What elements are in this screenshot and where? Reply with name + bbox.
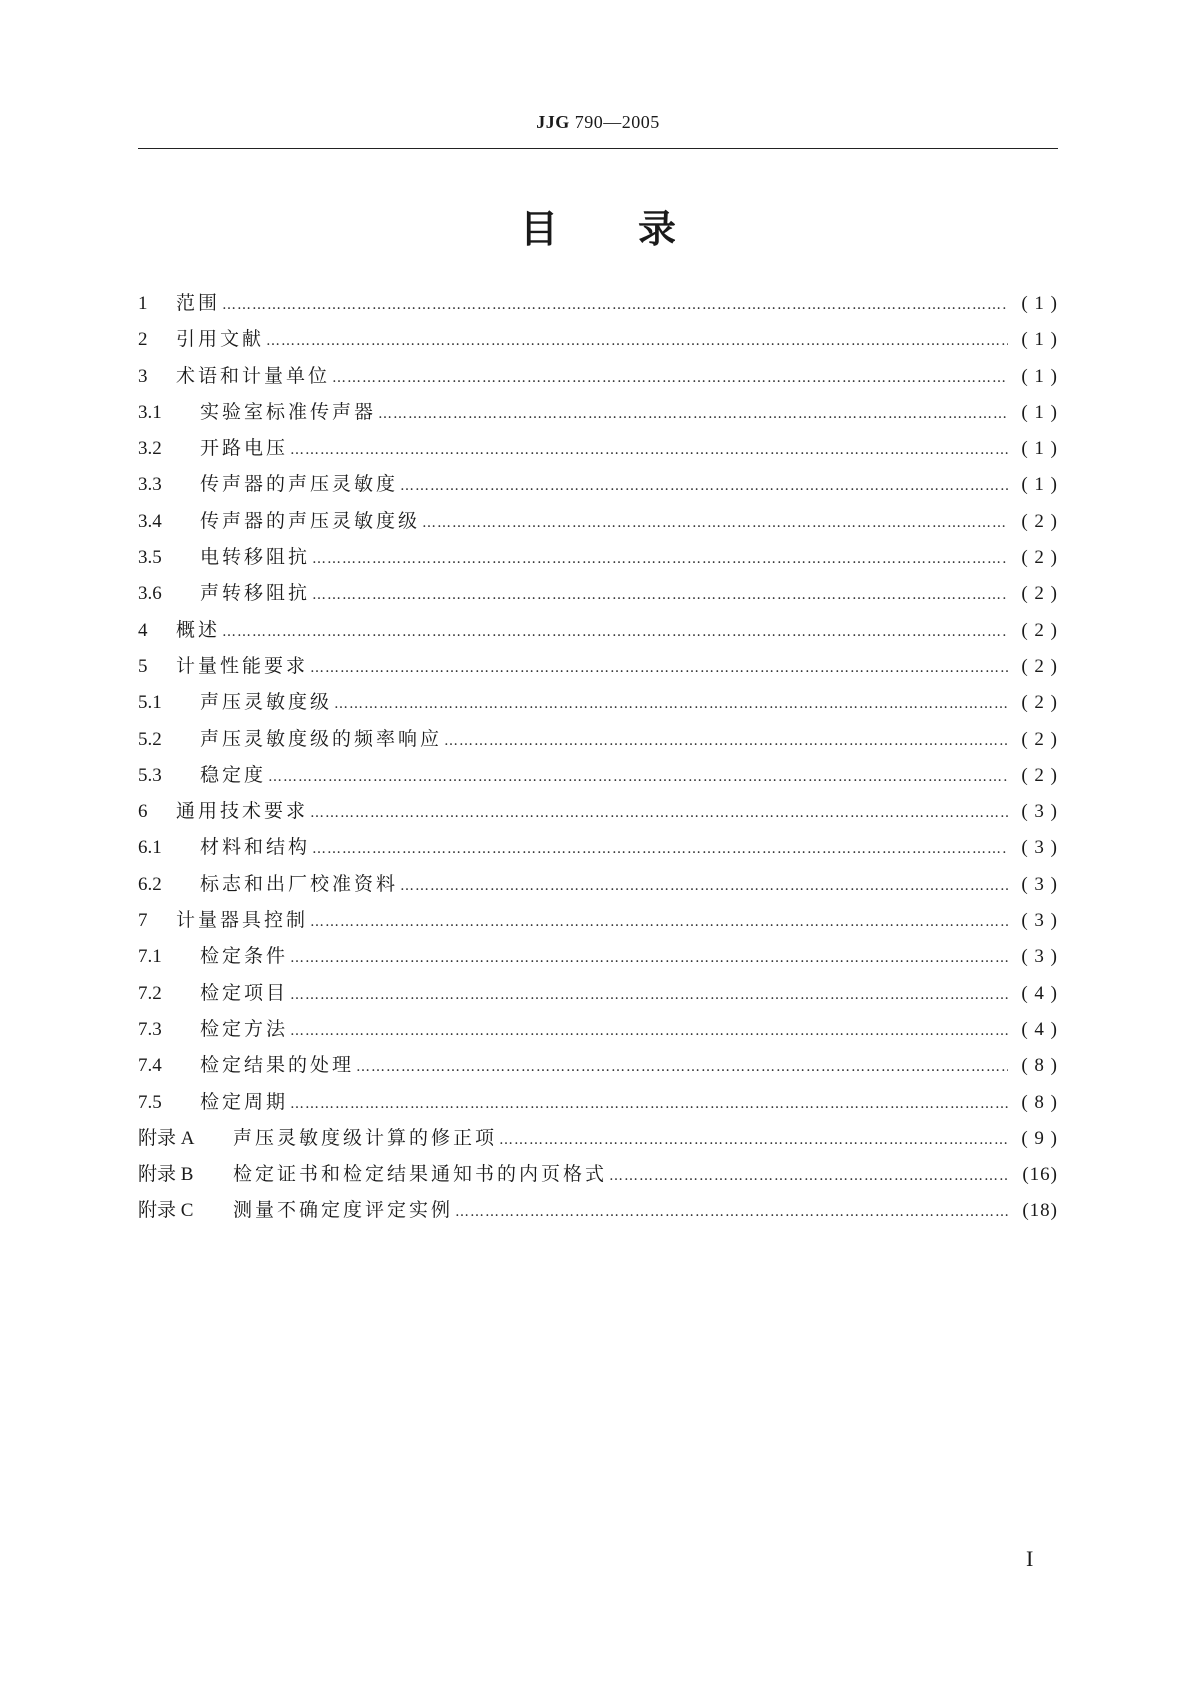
toc-entry-label: 通用技术要求 xyxy=(176,800,309,823)
table-of-contents xyxy=(138,288,1058,1232)
toc-entry[interactable] xyxy=(138,1123,1058,1159)
toc-entry-number: 5.3 xyxy=(138,764,162,786)
toc-entry-number: 附录 A xyxy=(138,1127,195,1149)
toc-entry[interactable] xyxy=(138,397,1058,433)
toc-entry-label: 标志和出厂校准资料 xyxy=(200,872,399,895)
toc-leader-dots xyxy=(499,1132,1008,1148)
toc-entry[interactable] xyxy=(138,760,1058,796)
toc-entry-number: 6.1 xyxy=(138,837,162,859)
toc-leader-dots xyxy=(290,950,1008,966)
toc-entry-page: ( 2 ) xyxy=(1021,547,1058,569)
toc-leader-dots xyxy=(356,1059,1008,1075)
toc-entry-page: ( 2 ) xyxy=(1021,692,1058,714)
toc-leader-dots xyxy=(378,406,1008,422)
toc-entry-label: 传声器的声压灵敏度 xyxy=(200,473,399,496)
toc-entry-label: 计量性能要求 xyxy=(176,654,309,677)
toc-entry[interactable] xyxy=(138,869,1058,905)
toc-entry[interactable] xyxy=(138,687,1058,723)
toc-entry-page: ( 3 ) xyxy=(1021,801,1058,823)
toc-entry-number: 附录 B xyxy=(138,1164,194,1186)
toc-entry[interactable] xyxy=(138,288,1058,324)
toc-entry-label: 检定证书和检定结果通知书的内页格式 xyxy=(233,1163,608,1186)
toc-entry-page: ( 3 ) xyxy=(1021,873,1058,895)
toc-entry-number: 3.3 xyxy=(138,474,162,496)
toc-entry-page: ( 2 ) xyxy=(1021,764,1058,786)
toc-entry-page: ( 3 ) xyxy=(1021,946,1058,968)
toc-entry[interactable] xyxy=(138,1050,1058,1086)
toc-entry[interactable] xyxy=(138,1087,1058,1123)
toc-entry-number: 附录 C xyxy=(138,1200,194,1222)
toc-entry-label: 稳定度 xyxy=(200,763,267,786)
toc-entry-number: 4 xyxy=(138,619,148,641)
toc-entry-number: 1 xyxy=(138,293,148,314)
toc-entry-label: 检定结果的处理 xyxy=(200,1054,355,1077)
toc-entry-page: ( 8 ) xyxy=(1021,1055,1058,1077)
toc-entry-label: 实验室标准传声器 xyxy=(200,400,377,423)
toc-leader-dots xyxy=(312,841,1008,857)
toc-entry-number: 3.2 xyxy=(138,438,162,460)
toc-leader-dots xyxy=(268,769,1008,785)
toc-entry-number: 7.2 xyxy=(138,982,162,1004)
toc-entry[interactable] xyxy=(138,1159,1058,1195)
toc-entry[interactable] xyxy=(138,941,1058,977)
toc-entry-page: ( 2 ) xyxy=(1021,510,1058,532)
toc-leader-dots xyxy=(290,987,1008,1003)
toc-leader-dots xyxy=(310,805,1008,821)
toc-entry-number: 7 xyxy=(138,910,148,932)
header-divider xyxy=(138,148,1058,149)
toc-entry[interactable] xyxy=(138,469,1058,505)
toc-entry-number: 6.2 xyxy=(138,873,162,895)
toc-entry-page: ( 1 ) xyxy=(1021,329,1058,351)
toc-leader-dots xyxy=(290,442,1008,458)
toc-leader-dots xyxy=(222,624,1008,640)
document-header xyxy=(138,112,1058,133)
toc-entry-number: 3.1 xyxy=(138,401,162,423)
toc-entry-page: ( 4 ) xyxy=(1021,982,1058,1004)
toc-entry-page: ( 1 ) xyxy=(1021,401,1058,423)
toc-entry[interactable] xyxy=(138,832,1058,868)
toc-leader-dots xyxy=(400,878,1008,894)
toc-leader-dots xyxy=(400,478,1008,494)
toc-entry-page: ( 1 ) xyxy=(1021,438,1058,460)
toc-entry-label: 计量器具控制 xyxy=(176,909,309,932)
toc-entry-number: 6 xyxy=(138,801,148,823)
toc-entry[interactable] xyxy=(138,651,1058,687)
toc-entry[interactable] xyxy=(138,542,1058,578)
toc-entry-label: 检定项目 xyxy=(200,981,289,1004)
page-title: 目录 xyxy=(519,207,756,251)
toc-entry-label: 声转移阻抗 xyxy=(200,582,311,605)
toc-entry-page: ( 2 ) xyxy=(1021,619,1058,641)
toc-leader-dots xyxy=(290,1023,1008,1039)
toc-leader-dots xyxy=(310,660,1008,676)
toc-entry-label: 引用文献 xyxy=(176,328,265,351)
toc-entry-page: ( 3 ) xyxy=(1021,910,1058,932)
toc-entry-number: 3.5 xyxy=(138,547,162,569)
toc-entry[interactable] xyxy=(138,1014,1058,1050)
toc-leader-dots xyxy=(312,551,1008,567)
toc-entry-number: 3.4 xyxy=(138,510,162,532)
toc-entry-number: 7.5 xyxy=(138,1091,162,1113)
toc-entry[interactable] xyxy=(138,433,1058,469)
toc-entry-page: (16) xyxy=(1022,1164,1058,1186)
toc-entry[interactable] xyxy=(138,796,1058,832)
toc-entry[interactable] xyxy=(138,905,1058,941)
toc-entry[interactable] xyxy=(138,978,1058,1014)
toc-entry-page: ( 8 ) xyxy=(1021,1091,1058,1113)
toc-leader-dots xyxy=(609,1168,1008,1184)
toc-entry-number: 7.4 xyxy=(138,1055,162,1077)
toc-entry[interactable] xyxy=(138,506,1058,542)
toc-entry-label: 检定方法 xyxy=(200,1017,289,1040)
toc-entry[interactable] xyxy=(138,361,1058,397)
toc-entry-page: ( 2 ) xyxy=(1021,583,1058,605)
toc-entry-page: ( 2 ) xyxy=(1021,655,1058,677)
toc-entry-label: 声压灵敏度级计算的修正项 xyxy=(233,1126,498,1149)
toc-leader-dots xyxy=(334,696,1008,712)
toc-entry-label: 开路电压 xyxy=(200,437,289,460)
toc-entry-label: 概述 xyxy=(176,618,221,641)
toc-leader-dots xyxy=(290,1096,1008,1112)
toc-entry-page: ( 1 ) xyxy=(1021,474,1058,496)
page-number: I xyxy=(1026,1546,1034,1571)
toc-entry-label: 材料和结构 xyxy=(200,836,311,859)
toc-leader-dots xyxy=(455,1204,1008,1220)
toc-leader-dots xyxy=(332,370,1008,386)
toc-leader-dots xyxy=(266,333,1008,349)
toc-leader-dots xyxy=(312,587,1008,603)
toc-entry-page: ( 4 ) xyxy=(1021,1018,1058,1040)
toc-entry[interactable] xyxy=(138,578,1058,614)
toc-entry-number: 3.6 xyxy=(138,583,162,605)
toc-entry-label: 范围 xyxy=(176,292,221,314)
toc-leader-dots xyxy=(222,297,1008,313)
toc-entry-label: 检定条件 xyxy=(200,945,289,968)
toc-entry-page: (18) xyxy=(1022,1200,1058,1222)
toc-entry[interactable] xyxy=(138,1195,1058,1231)
toc-entry-number: 7.1 xyxy=(138,946,162,968)
toc-leader-dots xyxy=(444,733,1008,749)
toc-entry-number: 5.2 xyxy=(138,728,162,750)
toc-leader-dots xyxy=(422,515,1008,531)
toc-entry-number: 5 xyxy=(138,655,148,677)
toc-leader-dots xyxy=(310,914,1008,930)
toc-entry-number: 7.3 xyxy=(138,1018,162,1040)
standard-code: JJG xyxy=(536,112,570,132)
toc-entry-number: 3 xyxy=(138,365,148,387)
toc-entry-number: 5.1 xyxy=(138,692,162,714)
toc-entry-label: 检定周期 xyxy=(200,1090,289,1113)
toc-entry-label: 电转移阻抗 xyxy=(200,546,311,569)
toc-entry-page: ( 1 ) xyxy=(1021,365,1058,387)
toc-entry-number: 2 xyxy=(138,329,148,351)
toc-entry[interactable] xyxy=(138,615,1058,651)
toc-entry-page: ( 3 ) xyxy=(1021,837,1058,859)
toc-entry[interactable] xyxy=(138,324,1058,360)
toc-entry-label: 声压灵敏度级的频率响应 xyxy=(200,727,443,750)
toc-entry-label: 声压灵敏度级 xyxy=(200,691,333,714)
toc-entry[interactable] xyxy=(138,724,1058,760)
toc-entry-label: 术语和计量单位 xyxy=(176,364,331,387)
toc-entry-page: ( 1 ) xyxy=(1021,293,1058,314)
toc-entry-label: 传声器的声压灵敏度级 xyxy=(200,509,421,532)
standard-number: 790—2005 xyxy=(569,112,660,132)
toc-entry-page: ( 2 ) xyxy=(1021,728,1058,750)
toc-entry-page: ( 9 ) xyxy=(1021,1127,1058,1149)
toc-entry-label: 测量不确定度评定实例 xyxy=(233,1199,454,1222)
